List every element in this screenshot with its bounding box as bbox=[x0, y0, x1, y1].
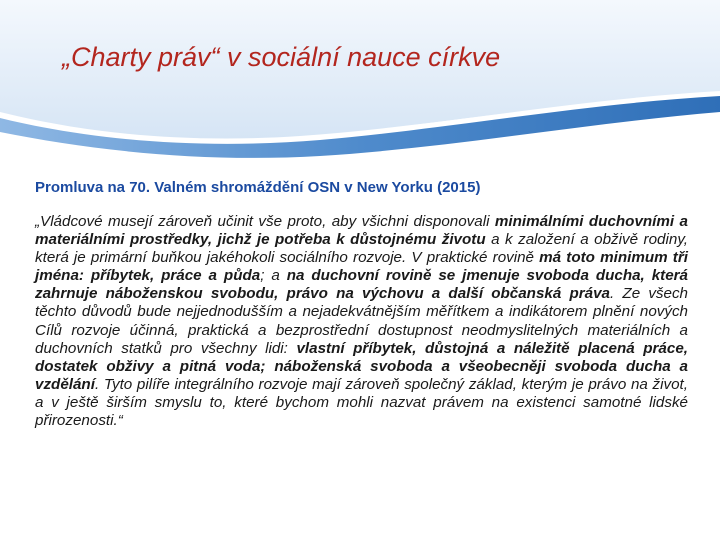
quote-emphasis: na duchovní rovině se jmenuje svoboda ducha, která zahrnuje náboženskou svobodu, právo na výchovu a další občanská práva bbox=[35, 267, 689, 303]
slide-subtitle: Promluva na 70. Valném shromáždění OSN v New Yorku (2015) bbox=[35, 179, 481, 196]
header-band bbox=[0, 0, 720, 160]
slide-title: „Charty práv“ v sociální nauce církve bbox=[62, 42, 501, 72]
quote-emphasis: má toto minimum tři jména: příbytek, práce a půda bbox=[35, 249, 688, 285]
quote-text: ; a bbox=[260, 267, 287, 285]
quote-paragraph bbox=[35, 213, 688, 430]
quote-emphasis: minimálními duchovními a materiálními prostředky, jichž je potřeba k důstojnému životu bbox=[35, 213, 688, 249]
quote-text: . Ze všech těchto důvodů bude nejjednodušším a nejadekvátnějším měřítkem a indikátorem plnění nových Cílů rozvoje účinná, praktická a bezprostřední dostupnost neodmyslitelných materiálních a duchovních statků pro všechny lidi: bbox=[35, 285, 689, 357]
quote-text: „Vládcové musejí zároveň učinit vše proto, aby všichni disponovali bbox=[35, 213, 495, 230]
quote-emphasis: vlastní příbytek, důstojná a náležitě placená práce, dostatek obživy a pitná voda; náboženská svoboda a všeobecněji svoboda ducha a vzdělání bbox=[35, 339, 688, 393]
quote-text: a k založení a obživě rodiny, která je primární buňkou jakéhokoli sociálního rozvoje. V praktické rovině bbox=[35, 231, 689, 267]
quote-text: . Tyto pilíře integrálního rozvoje mají zároveň společný základ, kterým je právo na život, a v ještě širším smyslu to, které bychom mohli nazvat právem na existenci samotné lidské přirozenosti.“ bbox=[35, 375, 688, 430]
header-wave-decoration bbox=[0, 0, 720, 160]
